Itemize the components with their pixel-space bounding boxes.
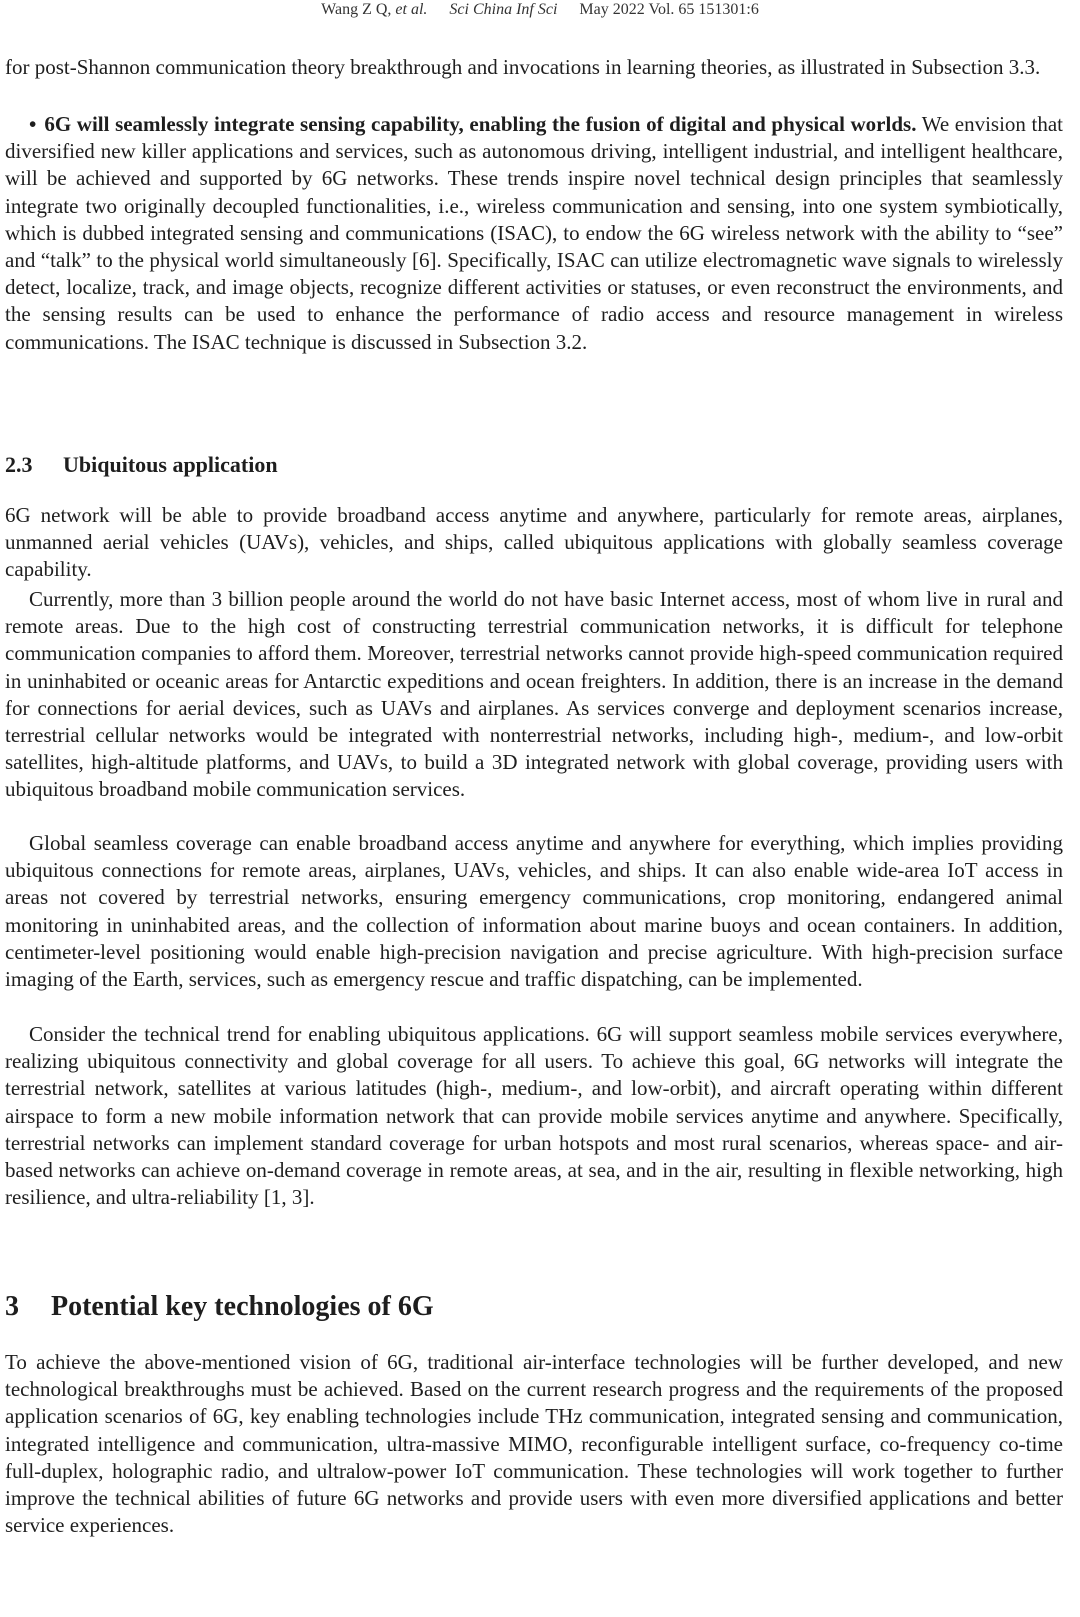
subsection-title: Ubiquitous application <box>63 452 278 477</box>
header-issue: May 2022 Vol. 65 151301:6 <box>579 1 759 18</box>
subsection-paragraph-2: Currently, more than 3 billion people around the world do not have basic Internet access, most of whom live in rural and remote areas. Due to the high cost of constructing terrestrial communication networks, it is difficult for telephone communication companies to afford them. Moreover, terrestrial networks cannot provide high-speed communication required in uninhabited or oceanic areas for Antarctic expeditions and ocean freighters. In addition, there is an increase in the demand for connections for aerial devices, such as UAVs and airplanes. As services converge and deployment scenarios increase, terrestrial cellular networks would be integrated with nonterrestrial networks, including high-, medium-, and low-orbit satellites, high-altitude platforms, and UAVs, to build a 3D integrated network with global coverage, providing users with ubiquitous broadband mobile communication services. <box>5 587 1063 802</box>
bullet-marker: • <box>29 112 37 136</box>
subsection-heading-2-3 <box>5 451 278 479</box>
running-header <box>0 0 1080 20</box>
subsection-number: 2.3 <box>5 452 33 477</box>
subsection-paragraph-1: 6G network will be able to provide broadband access anytime and anywhere, particularly for remote areas, airplanes, unmanned aerial vehicles (UAVs), vehicles, and ships, called ubiquitous applications with globally seamless coverage capability. <box>5 503 1063 582</box>
bullet-paragraph <box>5 111 1063 356</box>
header-authors: Wang Z Q, et al. <box>321 1 428 18</box>
bullet-lead: 6G will seamlessly integrate sensing capability, enabling the fusion of digital and physical worlds. <box>44 112 917 136</box>
section-title: Potential key technologies of 6G <box>51 1291 434 1322</box>
subsection-paragraph-4: Consider the technical trend for enabling ubiquitous applications. 6G will support seamless mobile services everywhere, realizing ubiquitous connectivity and global coverage for all users. To achieve this goal, 6G networks will integrate the terrestrial network, satellites at various latitudes (high-, medium-, and low-orbit), and aircraft operating within different airspace to form a new mobile information network that can provide mobile services anytime and anywhere. Specifically, terrestrial networks can implement standard coverage for urban hotspots and most rural scenarios, whereas space- and air-based networks can achieve on-demand coverage in remote areas, at sea, and in the air, resulting in flexible networking, high resilience, and ultra-reliability [1, 3]. <box>5 1022 1063 1210</box>
section-paragraph-1: To achieve the above-mentioned vision of 6G, traditional air-interface technologies will be further developed, and new technological breakthroughs must be achieved. Based on the current research progress and the requirements of the proposed application scenarios of 6G, key enabling technologies include THz communication, integrated sensing and communication, integrated intelligence and communication, ultra-massive MIMO, reconfigurable intelligent surface, co-frequency co-time full-duplex, holographic radio, and ultralow-power IoT communication. These technologies will work together to further improve the technical abilities of future 6G networks and provide users with even more diversified applications and better service experiences. <box>5 1350 1063 1538</box>
bullet-body: We envision that diversified new killer applications and services, such as autonomous driving, intelligent industrial, and intelligent healthcare, will be achieved and supported by 6G networks. These trends inspire novel technical design principles that seamlessly integrate two originally decoupled functionalities, i.e., wireless communication and sensing, into one system symbiotically, which is dubbed integrated sensing and communications (ISAC), to endow the 6G wireless network with the ability to “see” and “talk” to the physical world simultaneously [6]. Specifically, ISAC can utilize electromagnetic wave signals to wirelessly detect, localize, track, and image objects, recognize different activities or statuses, or even reconstruct the environments, and the sensing results can be used to enhance the performance of radio access and resource management in wireless communications. The ISAC technique is discussed in Subsection 3.2. <box>5 112 1064 354</box>
section-number: 3 <box>5 1291 19 1322</box>
header-journal: Sci China Inf Sci <box>449 1 558 18</box>
continuation-paragraph: for post-Shannon communication theory breakthrough and invocations in learning theories, as illustrated in Subsection 3.3. <box>5 55 1041 79</box>
section-heading-3 <box>5 1290 434 1324</box>
subsection-paragraph-3: Global seamless coverage can enable broadband access anytime and anywhere for everything, which implies providing ubiquitous connections for remote areas, airplanes, UAVs, vehicles, and ships. It can also enable wide-area IoT access in areas not covered by terrestrial networks, ensuring emergency communications, crop monitoring, endangered animal monitoring in uninhabited areas, and the collection of information about marine buoys and ocean containers. In addition, centimeter-level positioning would enable high-precision navigation and precise agriculture. With high-precision surface imaging of the Earth, services, such as emergency rescue and traffic dispatching, can be implemented. <box>5 831 1063 992</box>
